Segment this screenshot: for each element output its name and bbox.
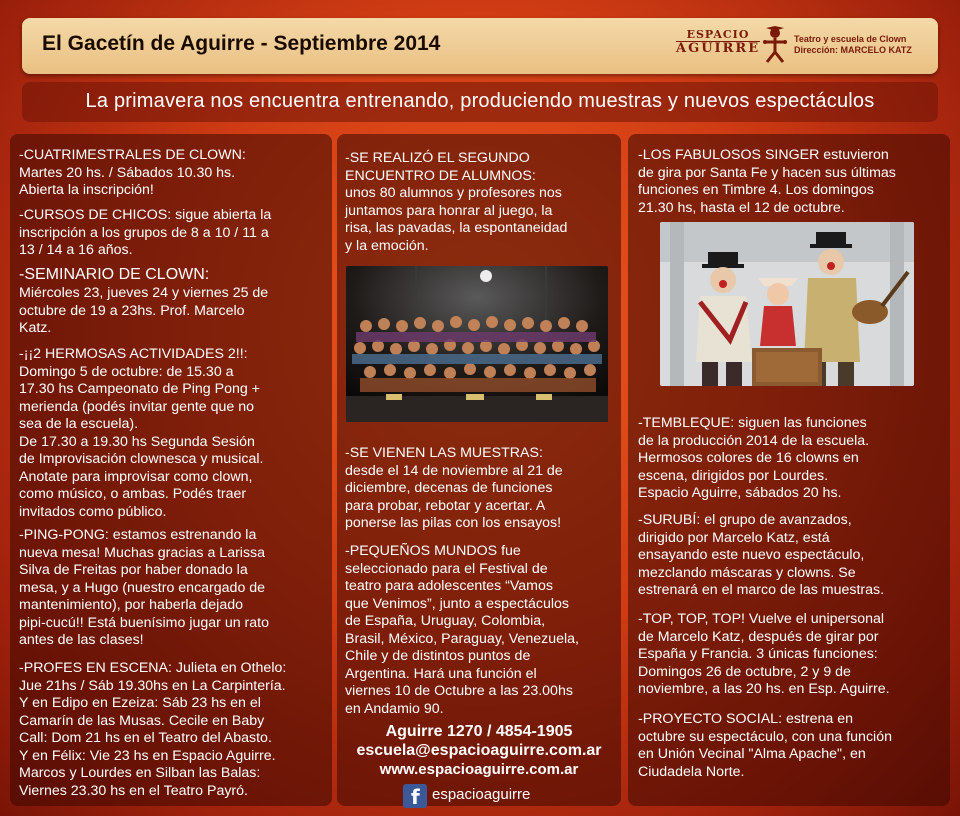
news-item-profes-en-escena: -PROFES EN ESCENA: Julieta en Othelo: Jue 21hs / Sáb 19.30hs en La Carpintería. Y en Edipo en Ezeiza: Sáb 23 hs en el Camarín de las Musas. Cecile en Baby Call: Dom 21 hs en el Teatro del Abasto. Y en Félix: Vie 23 hs en Espacio Aguirre. Marcos y Lourdes en Silban las Balas: Viernes 23.30 hs en el Teatro Payró.	[19, 660, 287, 799]
news-item-pequenos-mundos: -PEQUEÑOS MUNDOS fue seleccionado para el Festival de teatro para adolescentes “Vamos que Venimos”, junto a espectáculos de España, Uruguay, Colombia, Brasil, México, Paraguay, Venezuela, Chile y de distintos puntos de Argentina. Hará una función el viernes 10 de Octubre a las 23.00hs en Andamio 90.	[345, 543, 579, 717]
photo-group-students	[346, 266, 608, 422]
news-item-tembleque: -TEMBLEQUE: siguen las funciones de la producción 2014 de la escuela. Hermosos colores de 16 clowns en escena, dirigidos por Lourdes. Espacio Aguirre, sábados 20 hs.	[638, 415, 870, 501]
clown-figure-icon	[760, 26, 790, 64]
news-item-muestras: -SE VIENEN LAS MUESTRAS: desde el 14 de noviembre al 21 de diciembre, decenas de funciones para probar, rebotar y acertar. A ponerse las pilas con los ensayos!	[345, 445, 563, 531]
news-item-seminario-heading: -SEMINARIO DE CLOWN:	[19, 266, 210, 283]
news-item-seminario: Miércoles 23, jueves 24 y viernes 25 de octubre de 19 a 23hs. Prof. Marcelo Katz.	[19, 285, 269, 336]
subtitle: La primavera nos encuentra entrenando, produciendo muestras y nuevos espectáculos	[85, 90, 875, 112]
facebook-icon[interactable]: f	[403, 784, 427, 808]
logo-tagline-block	[794, 34, 912, 56]
contact-address: Aguirre 1270 / 4854-1905	[385, 723, 573, 740]
subtitle-bar	[22, 82, 938, 122]
contact-website[interactable]: www.espacioaguirre.com.ar	[379, 761, 579, 778]
news-item-cursos-chicos: -CURSOS DE CHICOS: sigue abierta la inscripción a los grupos de 8 a 10 / 11 a 13 / 14 a 16 años.	[19, 207, 272, 258]
news-item-surubi: -SURUBÍ: el grupo de avanzados, dirigido por Marcelo Katz, está ensayando este nuevo espectáculo, mezclando máscaras y clowns. Se estrenará en el marco de las muestras.	[638, 512, 885, 598]
espacio-aguirre-logo	[676, 24, 926, 68]
news-item-encuentro: -SE REALIZÓ EL SEGUNDO ENCUENTRO DE ALUMNOS: unos 80 alumnos y profesores nos juntamos para honrar al juego, la risa, las pavadas, la espontaneidad y la emoción.	[345, 150, 568, 254]
logo-line-1: ESPACIO	[686, 28, 750, 41]
logo-director: Dirección: MARCELO KATZ	[794, 45, 912, 55]
news-item-actividades: -¡¡2 HERMOSAS ACTIVIDADES 2!!: Domingo 5 de octubre: de 15.30 a 17.30 hs Campeonato de Ping Pong + merienda (podés invitar gente que no sea de la escuela). De 17.30 a 19.30 hs Segunda Sesión de Improvisación clownesca y musical. Anotate para improvisar como clown, como músico, o ambas. Podés traer invitados como público.	[19, 346, 264, 520]
news-item-proyecto-social: -PROYECTO SOCIAL: estrena en octubre su espectáculo, con una función en Unión Vecinal "Alma Apache", en Ciudadela Norte.	[638, 711, 892, 780]
news-item-fabulosos-singer: -LOS FABULOSOS SINGER estuvieron de gira por Santa Fe y hacen sus últimas funciones en Timbre 4. Los domingos 21.30 hs, hasta el 12 de octubre.	[638, 147, 896, 216]
logo-tagline: Teatro y escuela de Clown	[794, 34, 907, 44]
photo-fabulosos-singer	[660, 222, 914, 386]
news-item-cuatrimestrales: -CUATRIMESTRALES DE CLOWN: Martes 20 hs. / Sábados 10.30 hs. Abierta la inscripción!	[19, 147, 246, 198]
facebook-handle[interactable]: espacioaguirre	[432, 786, 531, 803]
logo-wordmark	[676, 28, 760, 55]
newsletter-title: El Gacetín de Aguirre - Septiembre 2014	[42, 32, 441, 55]
news-item-top-top-top: -TOP, TOP, TOP! Vuelve el unipersonal de Marcelo Katz, después de girar por España y Francia. 3 únicas funciones: Domingos 26 de octubre, 2 y 9 de noviembre, a las 20 hs. en Esp. Aguirre.	[638, 611, 890, 697]
header-bar	[22, 18, 938, 74]
contact-email[interactable]: escuela@espacioaguirre.com.ar	[356, 742, 602, 759]
news-item-ping-pong: -PING-PONG: estamos estrenando la nueva mesa! Muchas gracias a Larissa Silva de Freitas por haber donado la mesa, y a Hugo (nuestro encargado de mantenimiento), por haberla dejado pipi-cucú!! Está buenísimo jugar un rato antes de las clases!	[19, 527, 269, 648]
logo-line-2: AGUIRRE	[676, 41, 761, 56]
